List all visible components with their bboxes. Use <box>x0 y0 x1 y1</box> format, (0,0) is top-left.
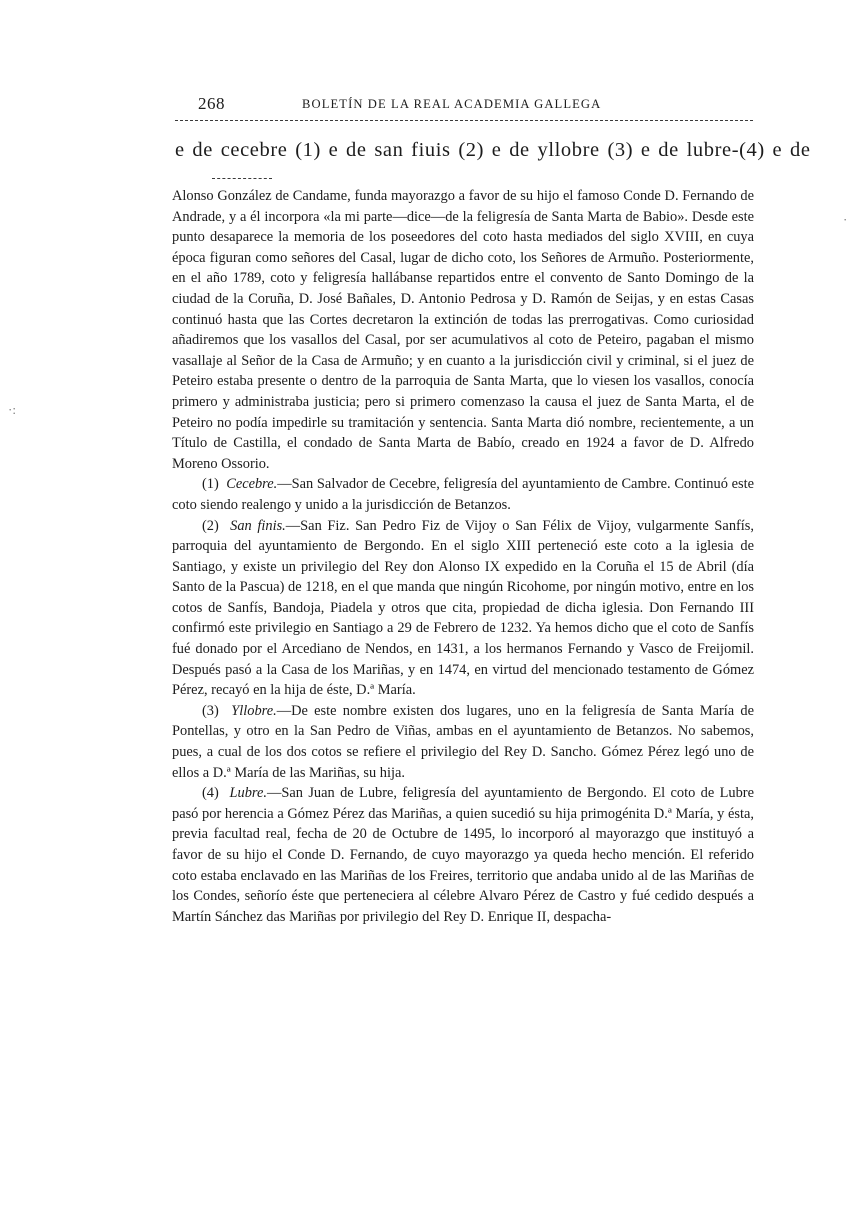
footnote-separator <box>212 178 272 179</box>
footnotes-block <box>172 186 754 927</box>
header-rule <box>175 120 753 121</box>
main-text-line: e de cecebre (1) e de san fiuis (2) e de yllobre (3) e de lubre-(4) e de <box>175 139 811 161</box>
footnote-2-term: San finis. <box>230 517 286 534</box>
footnote-2-text: —San Fiz. San Pedro Fiz de Vijoy o San Félix de Vijoy, vulgarmente Sanfís, parroquia del ayuntamiento de Bergondo. En el siglo XIII perteneció este coto a la iglesia de Santiago, y existe un privilegio del Rey don Alonso IX expedido en la Coruña el 15 de Abril (día Santo de la Pascua) de 1218, en el que manda que ningún Ricohome, por ningún motivo, entre en los cotos de Sanfís, Bandoja, Piadela y otros que cita, propiedad de dicha iglesia. Don Fernando III confirmó este privilegio en Santiago a 29 de Febrero de 1232. Ya hemos dicho que el coto de Sanfís fué donado por el Arcediano de Nendos, en 1431, a los hermanos Fernando y Vasco de Freijomil. Después pasó a la Casa de los Mariñas, y en 1474, en virtud del mencionado testamento de Gómez Pérez, recayó en la hija de éste, D.ª María. <box>172 517 755 699</box>
footnote-4-text: —San Juan de Lubre, feligresía del ayuntamiento de Bergondo. El coto de Lubre pasó por herencia a Gómez Pérez das Mariñas, a quien sucedió su hija primogénita D.ª María, y ésta, previa facultad real, fecha de 20 de Octubre de 1495, lo incorporó al mayorazgo que instituyó a favor de su hijo el Conde D. Fernando, de cuyo mayorazgo ya queda hecho mención. El referido coto estaba enclavado en las Mariñas de los Freires, territorio que andaba unido al de las Mariñas de los Condes, señorío éste que perteneciera al célebre Alvaro Pérez de Castro y fué cedido después a Martín Sánchez das Mariñas por privilegio del Rey D. Enrique II, despacha- <box>172 785 754 925</box>
margin-speck: ·: <box>8 402 16 417</box>
footnote-1-marker: (1) <box>202 476 219 493</box>
footnote-4-marker: (4) <box>202 785 219 802</box>
footnote-1-term: Cecebre. <box>226 476 278 493</box>
footnote-1 <box>172 474 754 515</box>
page-number: 268 <box>198 94 225 113</box>
running-title: BOLETÍN DE LA REAL ACADEMIA GALLEGA <box>302 97 602 111</box>
footnote-2-marker: (2) <box>202 517 219 534</box>
footnote-3-text: —De este nombre existen dos lugares, uno en la feligresía de Santa María de Pontellas, y otro en la San Pedro de Viñas, ambas en el ayuntamiento de Betanzos. No sabemos, pues, a cual de los dos cotos se refiere el privilegio del Rey D. Sancho. Gómez Pérez legó uno de ellos a D.ª María de las Mariñas, su hija. <box>172 702 755 781</box>
footnote-4 <box>172 783 754 927</box>
footnote-3 <box>172 701 754 783</box>
page-header <box>198 94 754 118</box>
footnote-2 <box>172 516 754 701</box>
footnote-4-term: Lubre. <box>229 785 267 802</box>
footnote-1-text: —San Salvador de Cecebre, feligresía del ayuntamiento de Cambre. Continuó este coto siendo realengo y unido a la jurisdicción de Betanzos. <box>172 476 754 513</box>
footnote-continuation: Alonso González de Candame, funda mayorazgo a favor de su hijo el famoso Conde D. Fernando de Andrade, y a él incorpora «la mi parte—dice—de la feligresía de Santa Marta de Babio». Desde este punto desaparece la memoria de los poseedores del coto hasta mediados del siglo XVIII, en cuya época figuran como señores del Casal, lugar de dicho coto, los Señores de Armuño. Posteriormente, en el año 1789, coto y feligresía hallábanse repartidos entre el convento de Santo Domingo de la ciudad de la Coruña, D. José Bañales, D. Antonio Pedrosa y D. Ramón de Seijas, y en estas Casas continuó hasta que las Cortes decretaron la extinción de todas las prerrogativas. Como curiosidad añadiremos que los vasallos del Casal, por ser acumulativos al coto de Peteiro, pagaban el mismo vasallaje al Señor de la Casa de Armuño; y en cuanto a la jurisdicción civil y criminal, si el juez de Peteiro estaba presente o dentro de la parroquia de Santa Marta, que lo viesen los vasallos, conocía primero y administraba justicia; pero si primero comenzaso la causa el juez de Santa Marta, el de Peteiro no podía impedirle su tramitación y sentencia. Santa Marta dió nombre, recientemente, a un Título de Castilla, el condado de Santa Marta de Babío, creado en 1924 a favor de D. Alfredo Moreno Ossorio. <box>172 188 754 472</box>
footnote-3-term: Yllobre. <box>231 702 277 719</box>
footnote-3-marker: (3) <box>202 702 219 719</box>
margin-speck: · <box>843 212 848 227</box>
